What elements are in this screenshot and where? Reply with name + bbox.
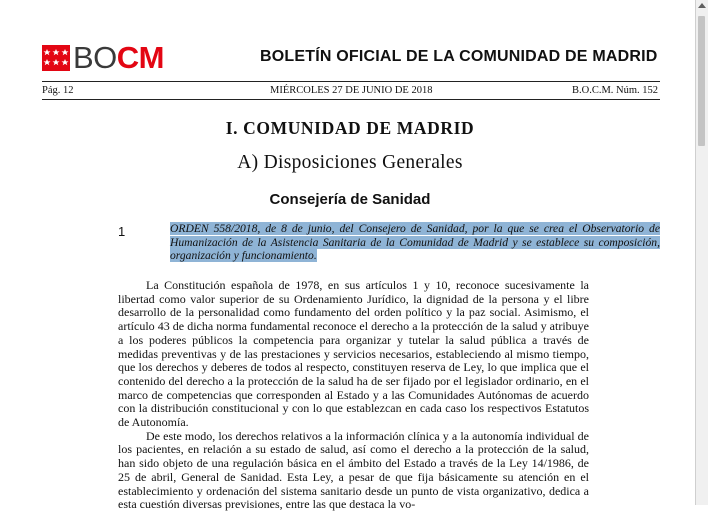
bulletin-title: BOLETÍN OFICIAL DE LA COMUNIDAD DE MADRID (260, 48, 658, 65)
order-title[interactable] (170, 222, 660, 263)
subsection-heading: A) Disposiciones Generales (237, 152, 463, 173)
body-text (118, 279, 589, 512)
section-heading: I. COMUNIDAD DE MADRID (225, 118, 475, 138)
issue-date: MIÉRCOLES 27 DE JUNIO DE 2018 (270, 85, 433, 96)
scroll-up-arrow-icon[interactable] (698, 3, 706, 8)
department-heading: Consejería de Sanidad (269, 191, 431, 208)
order-number: 1 (118, 224, 126, 239)
madrid-stars-icon (42, 45, 70, 71)
paragraph: La Constitución española de 1978, en sus artículos 1 y 10, reconoce sucesivamente la libertad como valor superior de su Ordenamiento Jurídico, la dignidad de la persona y el libre desarrollo de la personalidad como fundamento del orden político y la paz social. Asimismo, el artículo 43 de dicha norma fundamental reconoce el derecho a la protección de la salud y atribuye a los poderes públicos la competencia para organizar y tutelar la salud pública a través de medidas preventivas y de las prestaciones y servicios necesarios, estableciendo al mismo tiempo, que los derechos y deberes de todos al respecto, constituyen reserva de Ley, lo que implica que el contenido del derecho a la protección de la salud ha de ser fijado por el legislador ordinario, en el marco de competencias que corresponden al Estado y a las Comunidades Autónomas de acuerdo con la distribución constitucional y con lo que establezcan en cada caso los respectivos Estatutos de Autonomía. (118, 278, 589, 430)
header-top-rule (42, 81, 660, 82)
header-bottom-rule (42, 99, 660, 100)
logo-wordmark: BOCM (73, 40, 165, 75)
paragraph: De este modo, los derechos relativos a la información clínica y a la autonomía individual de los pacientes, en relación a su estado de salud, así como el derecho a la protección de la salud, han sido objeto de una regulación básica en el ámbito del Estado a través de la Ley 14/1986, de 25 de abril, General de Sanidad. Esta Ley, a pesar de que fija básicamente su atención en el establecimiento y ordenación del sistema sanitario desde un punto de vista organizativo, dedica a esta cuestión diversas previsiones, entre las que destaca la vo- (118, 428, 589, 512)
issue-number: B.O.C.M. Núm. 152 (572, 85, 659, 96)
page-number: Pág. 12 (42, 85, 74, 96)
vertical-scrollbar[interactable] (695, 0, 708, 505)
order-title-highlighted-text[interactable]: ORDEN 558/2018, de 8 de junio, del Consejero de Sanidad, por la que se crea el Observatorio de Humanización de la Asistencia Sanitaria de la Comunidad de Madrid y se establece su composición, organización y funcionamiento. (170, 222, 660, 263)
bocm-logo (42, 40, 164, 76)
